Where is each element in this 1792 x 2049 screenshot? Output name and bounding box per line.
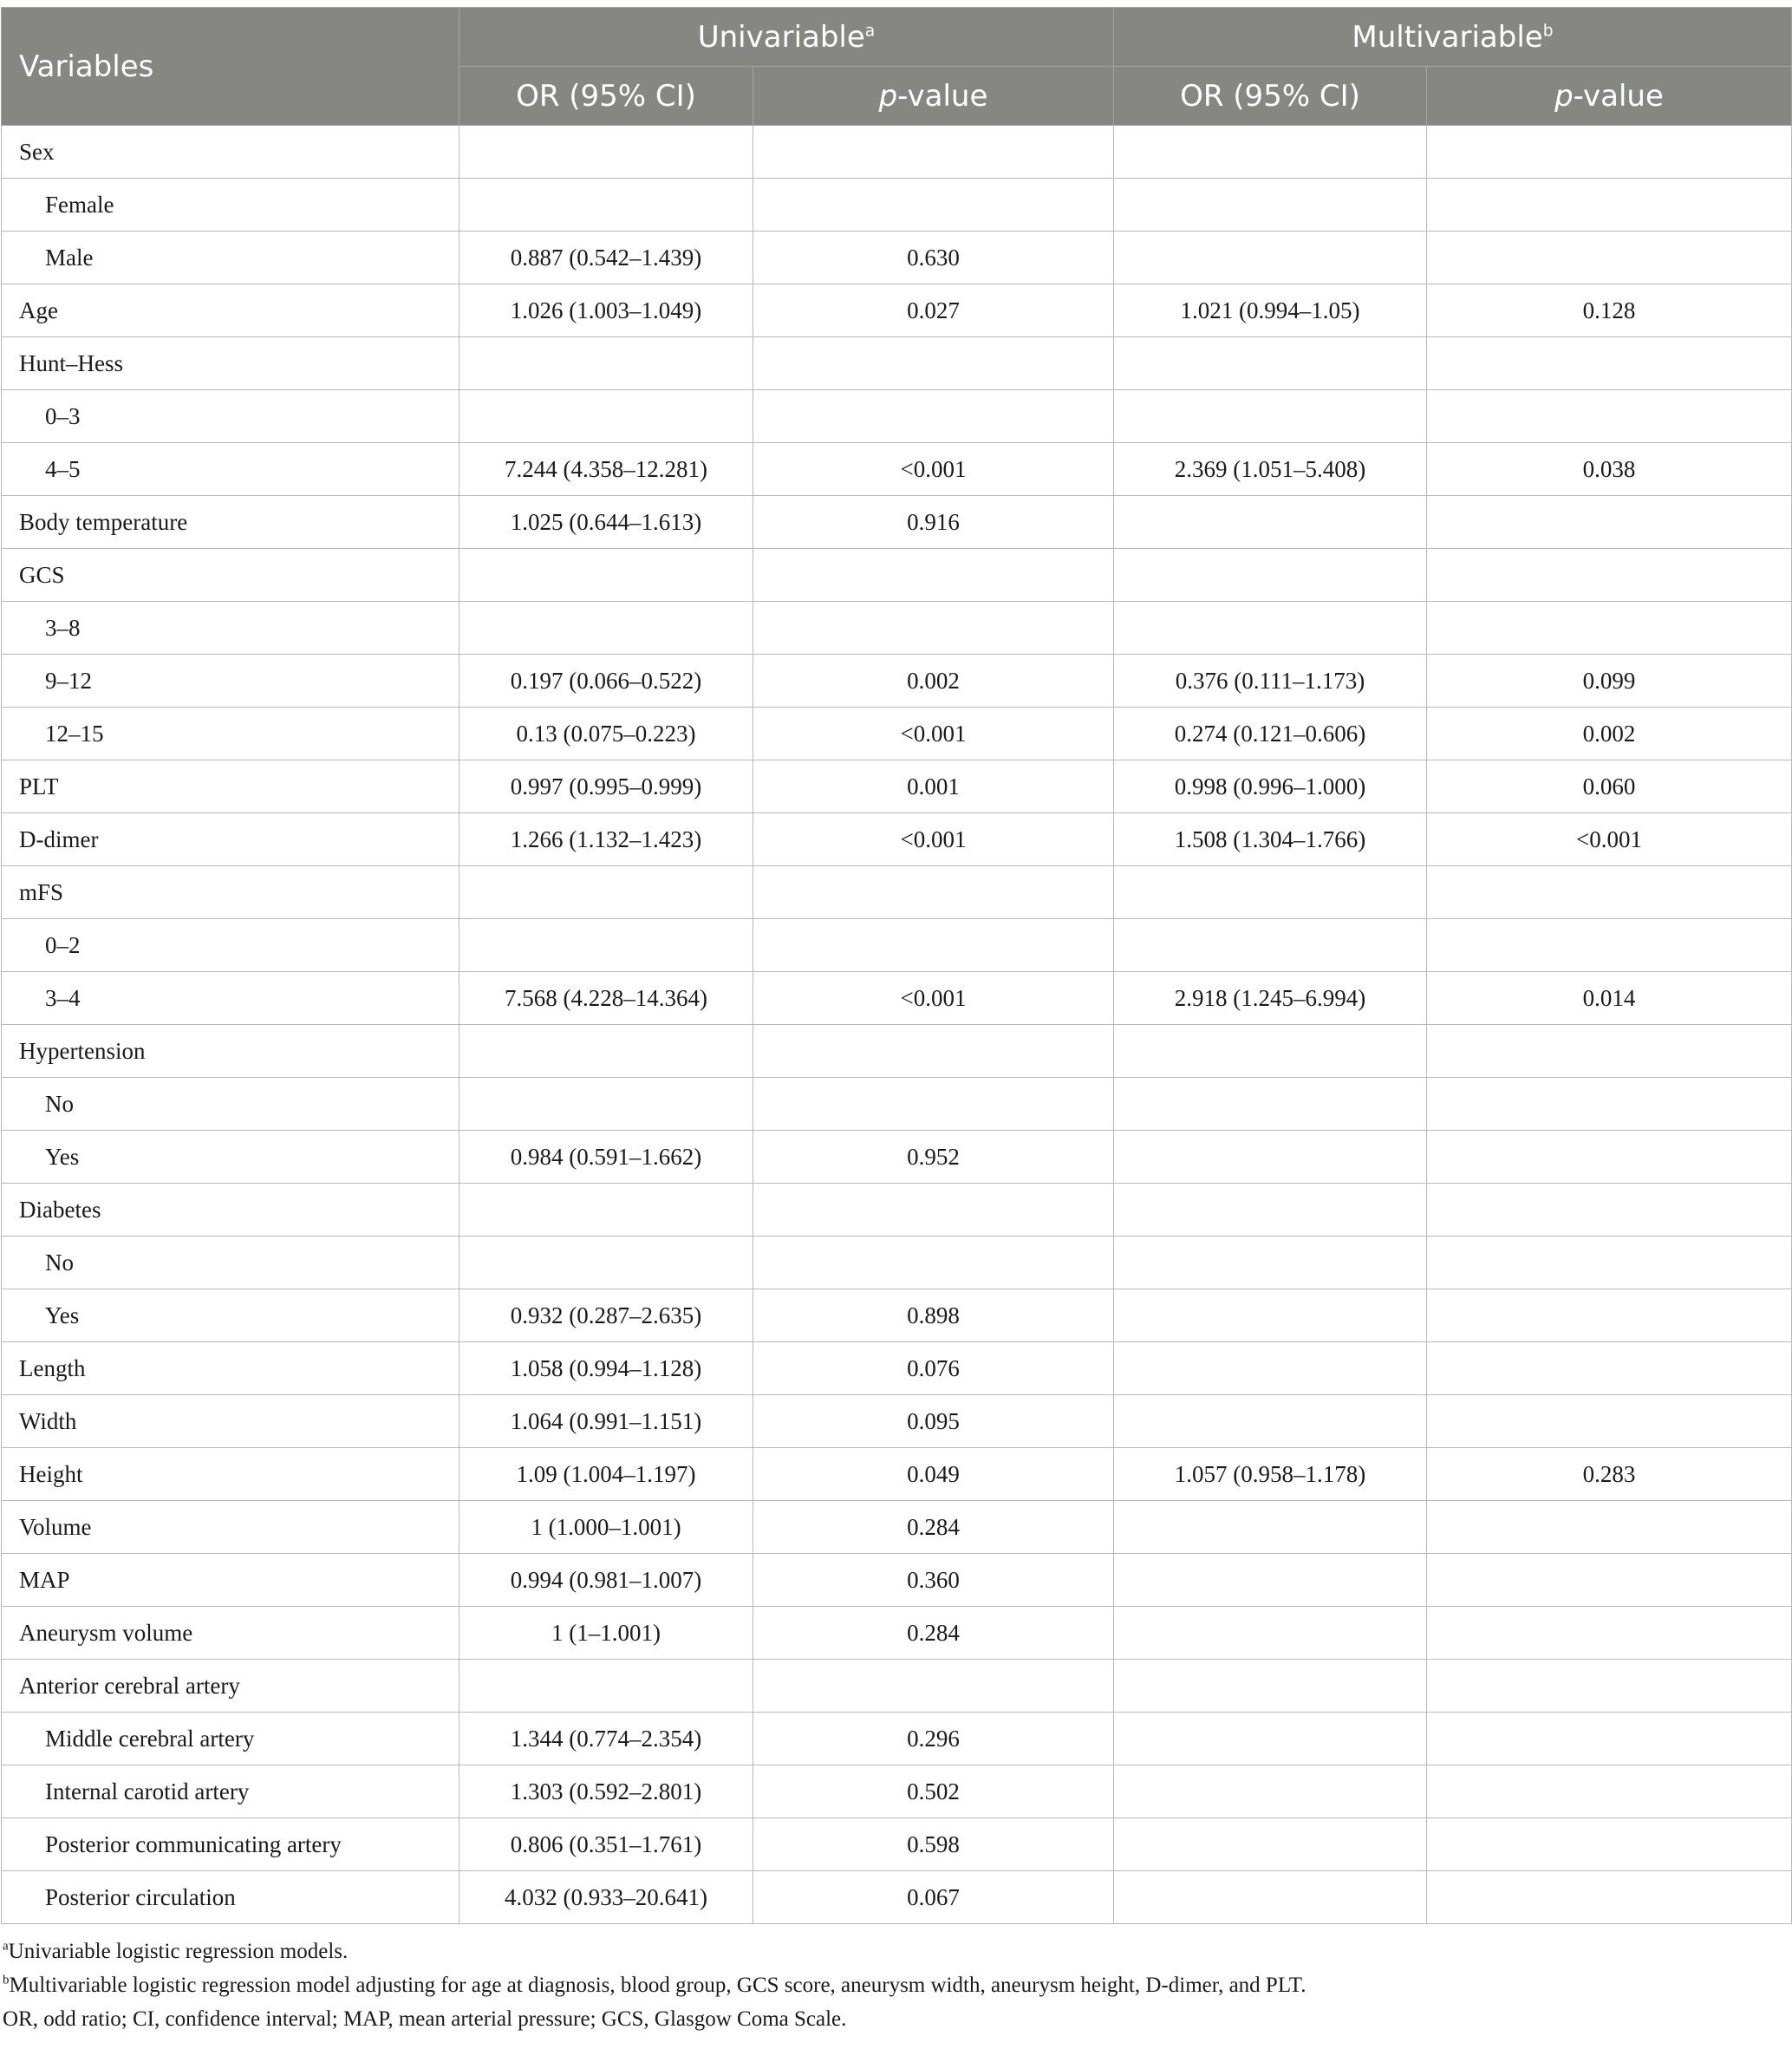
header-univariable-footnote-mark: a [864, 22, 876, 41]
univariable-p-cell: 0.898 [753, 1289, 1114, 1342]
univariable-or-cell: 0.994 (0.981–1.007) [459, 1554, 753, 1607]
univariable-p-cell: 0.916 [753, 496, 1114, 549]
header-row-groups [2, 8, 1792, 67]
multivariable-p-cell [1427, 602, 1792, 655]
multivariable-or-cell [1114, 866, 1427, 919]
univariable-p-cell: 0.027 [753, 284, 1114, 337]
variable-cell: Middle cerebral artery [2, 1713, 459, 1765]
univariable-p-cell: 0.502 [753, 1765, 1114, 1818]
variable-cell: 3–4 [2, 972, 459, 1025]
univariable-or-cell [459, 1025, 753, 1078]
variable-cell: Hunt–Hess [2, 337, 459, 390]
univariable-or-cell: 0.197 (0.066–0.522) [459, 655, 753, 708]
table-row [2, 1607, 1792, 1660]
variable-cell: Length [2, 1342, 459, 1395]
univariable-p-cell [753, 126, 1114, 179]
table-row [2, 1184, 1792, 1237]
multivariable-or-cell: 2.369 (1.051–5.408) [1114, 443, 1427, 496]
variable-cell: Aneurysm volume [2, 1607, 459, 1660]
univariable-or-cell [459, 1660, 753, 1713]
univariable-p-cell: 0.067 [753, 1871, 1114, 1924]
univariable-or-cell: 0.932 (0.287–2.635) [459, 1289, 753, 1342]
p-value-suffix: -value [897, 78, 988, 114]
multivariable-p-cell: <0.001 [1427, 813, 1792, 866]
univariable-or-cell: 4.032 (0.933–20.641) [459, 1871, 753, 1924]
univariable-or-cell: 1.344 (0.774–2.354) [459, 1713, 753, 1765]
univariable-p-cell [753, 866, 1114, 919]
univariable-or-cell: 1.266 (1.132–1.423) [459, 813, 753, 866]
multivariable-p-cell: 0.099 [1427, 655, 1792, 708]
header-multivariable-footnote-mark: b [1542, 22, 1554, 41]
header-multi-or-ci: OR (95% CI) [1114, 67, 1427, 126]
multivariable-p-cell [1427, 1131, 1792, 1184]
multivariable-or-cell [1114, 1289, 1427, 1342]
table-row [2, 1448, 1792, 1501]
multivariable-p-cell: 0.002 [1427, 708, 1792, 760]
variable-cell: Volume [2, 1501, 459, 1554]
multivariable-or-cell: 1.021 (0.994–1.05) [1114, 284, 1427, 337]
variable-cell: MAP [2, 1554, 459, 1607]
table-row [2, 126, 1792, 179]
multivariable-or-cell [1114, 1607, 1427, 1660]
table-row [2, 1131, 1792, 1184]
variable-cell: Yes [2, 1289, 459, 1342]
header-multivariable-label: Multivariable [1352, 19, 1543, 55]
multivariable-p-cell [1427, 337, 1792, 390]
table-row [2, 1713, 1792, 1765]
multivariable-or-cell [1114, 602, 1427, 655]
variable-cell: Hypertension [2, 1025, 459, 1078]
table-row [2, 1871, 1792, 1924]
multivariable-p-cell [1427, 1765, 1792, 1818]
univariable-or-cell: 1 (1–1.001) [459, 1607, 753, 1660]
p-italic: p [1554, 78, 1574, 114]
table-footnotes [0, 1935, 1792, 2036]
header-univariable-label: Univariable [697, 19, 865, 55]
multivariable-or-cell [1114, 1025, 1427, 1078]
univariable-p-cell: <0.001 [753, 708, 1114, 760]
multivariable-or-cell: 0.376 (0.111–1.173) [1114, 655, 1427, 708]
univariable-p-cell: <0.001 [753, 972, 1114, 1025]
multivariable-or-cell [1114, 179, 1427, 232]
multivariable-or-cell: 1.508 (1.304–1.766) [1114, 813, 1427, 866]
univariable-p-cell [753, 919, 1114, 972]
table-row [2, 1554, 1792, 1607]
table-row [2, 813, 1792, 866]
variable-cell: GCS [2, 549, 459, 602]
univariable-p-cell: 0.284 [753, 1501, 1114, 1554]
univariable-p-cell: 0.598 [753, 1818, 1114, 1871]
multivariable-p-cell [1427, 232, 1792, 284]
results-table-container [0, 7, 1792, 2036]
univariable-or-cell [459, 866, 753, 919]
univariable-p-cell [753, 549, 1114, 602]
univariable-or-cell: 0.997 (0.995–0.999) [459, 760, 753, 813]
variable-cell: Posterior communicating artery [2, 1818, 459, 1871]
variable-cell: 3–8 [2, 602, 459, 655]
variable-cell: Anterior cerebral artery [2, 1660, 459, 1713]
variable-cell: 12–15 [2, 708, 459, 760]
footnote-a-text: Univariable logistic regression models. [8, 1940, 349, 1963]
p-value-suffix: -value [1573, 78, 1664, 114]
header-uni-p-value [753, 67, 1114, 126]
variable-cell: 9–12 [2, 655, 459, 708]
univariable-p-cell [753, 602, 1114, 655]
table-row [2, 972, 1792, 1025]
multivariable-p-cell [1427, 1554, 1792, 1607]
footnote-a [3, 1935, 1792, 1968]
univariable-or-cell: 1.09 (1.004–1.197) [459, 1448, 753, 1501]
multivariable-or-cell [1114, 1554, 1427, 1607]
multivariable-or-cell [1114, 1871, 1427, 1924]
multivariable-p-cell [1427, 496, 1792, 549]
univariable-p-cell: 0.002 [753, 655, 1114, 708]
variable-cell: Female [2, 179, 459, 232]
univariable-or-cell: 0.13 (0.075–0.223) [459, 708, 753, 760]
multivariable-p-cell [1427, 1289, 1792, 1342]
univariable-or-cell: 7.244 (4.358–12.281) [459, 443, 753, 496]
univariable-p-cell: 0.049 [753, 1448, 1114, 1501]
multivariable-or-cell [1114, 1395, 1427, 1448]
regression-results-table [1, 7, 1792, 1924]
multivariable-or-cell [1114, 1131, 1427, 1184]
variable-cell: 0–3 [2, 390, 459, 443]
univariable-p-cell: 0.095 [753, 1395, 1114, 1448]
multivariable-or-cell: 2.918 (1.245–6.994) [1114, 972, 1427, 1025]
variable-cell: Height [2, 1448, 459, 1501]
univariable-or-cell: 1.064 (0.991–1.151) [459, 1395, 753, 1448]
multivariable-or-cell: 1.057 (0.958–1.178) [1114, 1448, 1427, 1501]
univariable-or-cell: 0.984 (0.591–1.662) [459, 1131, 753, 1184]
univariable-or-cell [459, 126, 753, 179]
table-row [2, 708, 1792, 760]
variable-cell: Width [2, 1395, 459, 1448]
multivariable-or-cell [1114, 126, 1427, 179]
univariable-p-cell: 0.360 [753, 1554, 1114, 1607]
multivariable-p-cell [1427, 1184, 1792, 1237]
table-row [2, 1342, 1792, 1395]
multivariable-p-cell [1427, 1395, 1792, 1448]
univariable-p-cell [753, 1025, 1114, 1078]
univariable-or-cell [459, 390, 753, 443]
univariable-or-cell [459, 1237, 753, 1289]
multivariable-or-cell: 0.274 (0.121–0.606) [1114, 708, 1427, 760]
table-row [2, 866, 1792, 919]
univariable-p-cell [753, 390, 1114, 443]
multivariable-p-cell [1427, 1342, 1792, 1395]
footnote-a-mark: a [3, 1939, 9, 1954]
univariable-p-cell [753, 1184, 1114, 1237]
table-row [2, 1078, 1792, 1131]
multivariable-or-cell [1114, 1501, 1427, 1554]
univariable-p-cell: 0.630 [753, 232, 1114, 284]
univariable-or-cell: 1.026 (1.003–1.049) [459, 284, 753, 337]
univariable-p-cell: 0.076 [753, 1342, 1114, 1395]
table-row [2, 1818, 1792, 1871]
header-univariable [459, 8, 1114, 67]
multivariable-p-cell [1427, 866, 1792, 919]
multivariable-or-cell [1114, 1713, 1427, 1765]
univariable-or-cell [459, 549, 753, 602]
footnote-b-mark: b [3, 1973, 10, 1987]
multivariable-p-cell [1427, 390, 1792, 443]
table-row [2, 337, 1792, 390]
variable-cell: 4–5 [2, 443, 459, 496]
univariable-or-cell: 7.568 (4.228–14.364) [459, 972, 753, 1025]
multivariable-p-cell [1427, 549, 1792, 602]
variable-cell: PLT [2, 760, 459, 813]
variable-cell: D-dimer [2, 813, 459, 866]
multivariable-or-cell [1114, 549, 1427, 602]
multivariable-or-cell [1114, 496, 1427, 549]
univariable-or-cell: 1.303 (0.592–2.801) [459, 1765, 753, 1818]
multivariable-p-cell [1427, 1025, 1792, 1078]
univariable-p-cell: 0.296 [753, 1713, 1114, 1765]
multivariable-p-cell: 0.128 [1427, 284, 1792, 337]
table-body [2, 126, 1792, 1924]
header-uni-or-ci: OR (95% CI) [459, 67, 753, 126]
table-row [2, 496, 1792, 549]
univariable-or-cell [459, 1184, 753, 1237]
variable-cell: Diabetes [2, 1184, 459, 1237]
table-row [2, 1237, 1792, 1289]
univariable-or-cell [459, 602, 753, 655]
univariable-p-cell: 0.284 [753, 1607, 1114, 1660]
table-row [2, 232, 1792, 284]
p-italic: p [878, 78, 898, 114]
variable-cell: No [2, 1237, 459, 1289]
variable-cell: Body temperature [2, 496, 459, 549]
multivariable-or-cell [1114, 232, 1427, 284]
univariable-or-cell [459, 337, 753, 390]
multivariable-or-cell [1114, 1342, 1427, 1395]
header-multi-p-value [1427, 67, 1792, 126]
multivariable-or-cell [1114, 1818, 1427, 1871]
multivariable-or-cell [1114, 1237, 1427, 1289]
univariable-p-cell [753, 1237, 1114, 1289]
table-row [2, 602, 1792, 655]
variable-cell: Yes [2, 1131, 459, 1184]
table-row [2, 1765, 1792, 1818]
univariable-p-cell: 0.001 [753, 760, 1114, 813]
table-row [2, 1660, 1792, 1713]
univariable-or-cell: 1 (1.000–1.001) [459, 1501, 753, 1554]
table-row [2, 443, 1792, 496]
multivariable-or-cell [1114, 390, 1427, 443]
univariable-p-cell: <0.001 [753, 813, 1114, 866]
variable-cell: Sex [2, 126, 459, 179]
header-variables: Variables [2, 8, 459, 126]
multivariable-p-cell: 0.014 [1427, 972, 1792, 1025]
univariable-or-cell: 1.025 (0.644–1.613) [459, 496, 753, 549]
univariable-or-cell [459, 179, 753, 232]
footnote-b [3, 1968, 1792, 2002]
table-row [2, 760, 1792, 813]
table-row [2, 1501, 1792, 1554]
multivariable-or-cell [1114, 337, 1427, 390]
univariable-or-cell: 1.058 (0.994–1.128) [459, 1342, 753, 1395]
multivariable-p-cell [1427, 1607, 1792, 1660]
multivariable-or-cell [1114, 1078, 1427, 1131]
univariable-or-cell: 0.887 (0.542–1.439) [459, 232, 753, 284]
multivariable-or-cell [1114, 1660, 1427, 1713]
footnote-abbreviations: OR, odd ratio; CI, confidence interval; MAP, mean arterial pressure; GCS, Glasgow Coma Scale. [3, 2007, 847, 2031]
multivariable-p-cell [1427, 1818, 1792, 1871]
univariable-p-cell [753, 337, 1114, 390]
multivariable-p-cell: 0.060 [1427, 760, 1792, 813]
univariable-p-cell [753, 1660, 1114, 1713]
multivariable-p-cell: 0.038 [1427, 443, 1792, 496]
table-row [2, 655, 1792, 708]
table-row [2, 1395, 1792, 1448]
univariable-p-cell [753, 1078, 1114, 1131]
multivariable-p-cell [1427, 1078, 1792, 1131]
multivariable-p-cell [1427, 919, 1792, 972]
multivariable-p-cell [1427, 1660, 1792, 1713]
univariable-p-cell: <0.001 [753, 443, 1114, 496]
table-row [2, 1025, 1792, 1078]
multivariable-p-cell: 0.283 [1427, 1448, 1792, 1501]
variable-cell: Posterior circulation [2, 1871, 459, 1924]
multivariable-or-cell [1114, 919, 1427, 972]
header-multivariable [1114, 8, 1792, 67]
univariable-p-cell: 0.952 [753, 1131, 1114, 1184]
table-row [2, 549, 1792, 602]
variable-cell: 0–2 [2, 919, 459, 972]
variable-cell: No [2, 1078, 459, 1131]
univariable-or-cell: 0.806 (0.351–1.761) [459, 1818, 753, 1871]
variable-cell: Age [2, 284, 459, 337]
variable-cell: mFS [2, 866, 459, 919]
table-row [2, 179, 1792, 232]
multivariable-p-cell [1427, 1713, 1792, 1765]
multivariable-or-cell: 0.998 (0.996–1.000) [1114, 760, 1427, 813]
table-row [2, 919, 1792, 972]
table-row [2, 1289, 1792, 1342]
variable-cell: Internal carotid artery [2, 1765, 459, 1818]
table-row [2, 390, 1792, 443]
multivariable-p-cell [1427, 1237, 1792, 1289]
table-header [2, 8, 1792, 126]
univariable-p-cell [753, 179, 1114, 232]
variable-cell: Male [2, 232, 459, 284]
multivariable-p-cell [1427, 1501, 1792, 1554]
multivariable-or-cell [1114, 1765, 1427, 1818]
footnote-b-text: Multivariable logistic regression model adjusting for age at diagnosis, blood group, GCS score, aneurysm width, aneurysm height, D-dimer, and PLT. [9, 1974, 1307, 1997]
univariable-or-cell [459, 919, 753, 972]
univariable-or-cell [459, 1078, 753, 1131]
multivariable-p-cell [1427, 179, 1792, 232]
multivariable-p-cell [1427, 1871, 1792, 1924]
multivariable-or-cell [1114, 1184, 1427, 1237]
table-row [2, 284, 1792, 337]
multivariable-p-cell [1427, 126, 1792, 179]
